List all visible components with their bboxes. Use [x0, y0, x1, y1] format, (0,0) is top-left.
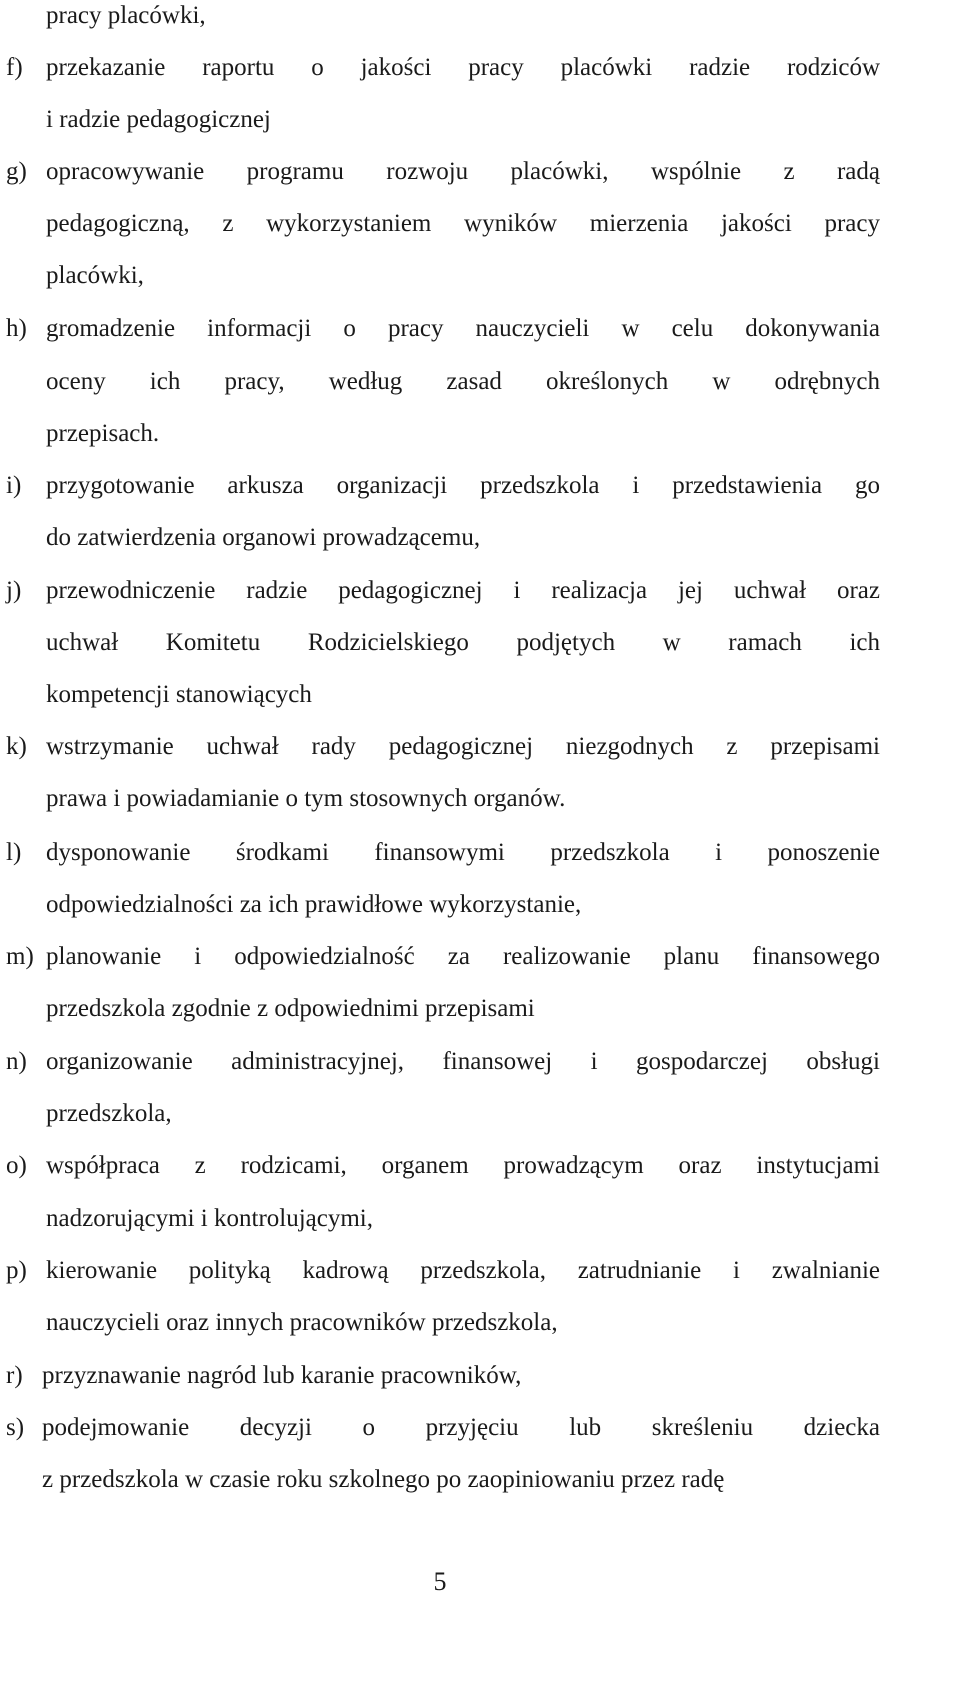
list-item-line: podejmowanie decyzji o przyjęciu lub skreśleniu dziecka — [42, 1414, 880, 1441]
list-item-line: gromadzenie informacji o pracy nauczycieli w celu dokonywania — [46, 315, 880, 342]
list-item-marker: k) — [6, 733, 27, 760]
list-item-line: przygotowanie arkusza organizacji przedszkola i przedstawienia go — [46, 472, 880, 499]
list-item-marker: l) — [6, 839, 22, 866]
list-item-marker: j) — [6, 577, 22, 604]
list-item-line: kierowanie polityką kadrową przedszkola, zatrudnianie i zwalnianie — [46, 1257, 880, 1284]
list-item-marker: p) — [6, 1257, 27, 1284]
list-item-marker: m) — [6, 943, 34, 970]
list-item-line: prawa i powiadamianie o tym stosownych organów. — [46, 785, 566, 812]
list-item-line: uchwał Komitetu Rodzicielskiego podjętych w ramach ich — [46, 629, 880, 656]
list-item-line: i radzie pedagogicznej — [46, 106, 271, 133]
list-item-line: odpowiedzialności za ich prawidłowe wykorzystanie, — [46, 891, 582, 918]
list-item-line: organizowanie administracyjnej, finansowej i gospodarczej obsługi — [46, 1048, 880, 1075]
list-item-line: przedszkola, — [46, 1100, 172, 1127]
page-number: 5 — [433, 1567, 447, 1596]
list-item-line: przekazanie raportu o jakości pracy placówki radzie rodziców — [46, 54, 880, 81]
list-item-marker: s) — [6, 1414, 25, 1441]
list-item-line: przedszkola zgodnie z odpowiednimi przepisami — [46, 995, 535, 1022]
list-item-line: oceny ich pracy, według zasad określonych w odrębnych — [46, 368, 880, 395]
list-item-line: placówki, — [46, 262, 144, 289]
list-item-line: przyznawanie nagród lub karanie pracowników, — [42, 1362, 522, 1389]
list-item-line: do zatwierdzenia organowi prowadzącemu, — [46, 524, 481, 551]
list-item-line: dysponowanie środkami finansowymi przedszkola i ponoszenie — [46, 839, 880, 866]
continuation-line: pracy placówki, — [46, 2, 206, 29]
list-item-marker: o) — [6, 1152, 27, 1179]
list-item-marker: f) — [6, 54, 23, 81]
list-item-marker: r) — [6, 1362, 23, 1389]
list-item-line: przewodniczenie radzie pedagogicznej i realizacja jej uchwał oraz — [46, 577, 880, 604]
list-item-line: nauczycieli oraz innych pracowników przedszkola, — [46, 1309, 558, 1336]
list-item-line: pedagogiczną, z wykorzystaniem wyników mierzenia jakości pracy — [46, 210, 880, 237]
list-item-line: nadzorującymi i kontrolującymi, — [46, 1205, 373, 1232]
list-item-line: kompetencji stanowiących — [46, 681, 312, 708]
list-item-marker: n) — [6, 1048, 27, 1075]
list-item-line: współpraca z rodzicami, organem prowadzącym oraz instytucjami — [46, 1152, 880, 1179]
list-item-marker: g) — [6, 158, 27, 185]
list-item-marker: h) — [6, 315, 27, 342]
list-item-line: przepisach. — [46, 420, 160, 447]
list-item-line: wstrzymanie uchwał rady pedagogicznej niezgodnych z przepisami — [46, 733, 880, 760]
list-item-line: z przedszkola w czasie roku szkolnego po zaopiniowaniu przez radę — [42, 1466, 725, 1493]
list-item-line: opracowywanie programu rozwoju placówki, wspólnie z radą — [46, 158, 880, 185]
list-item-marker: i) — [6, 472, 22, 499]
list-item-line: planowanie i odpowiedzialność za realizowanie planu finansowego — [46, 943, 880, 970]
